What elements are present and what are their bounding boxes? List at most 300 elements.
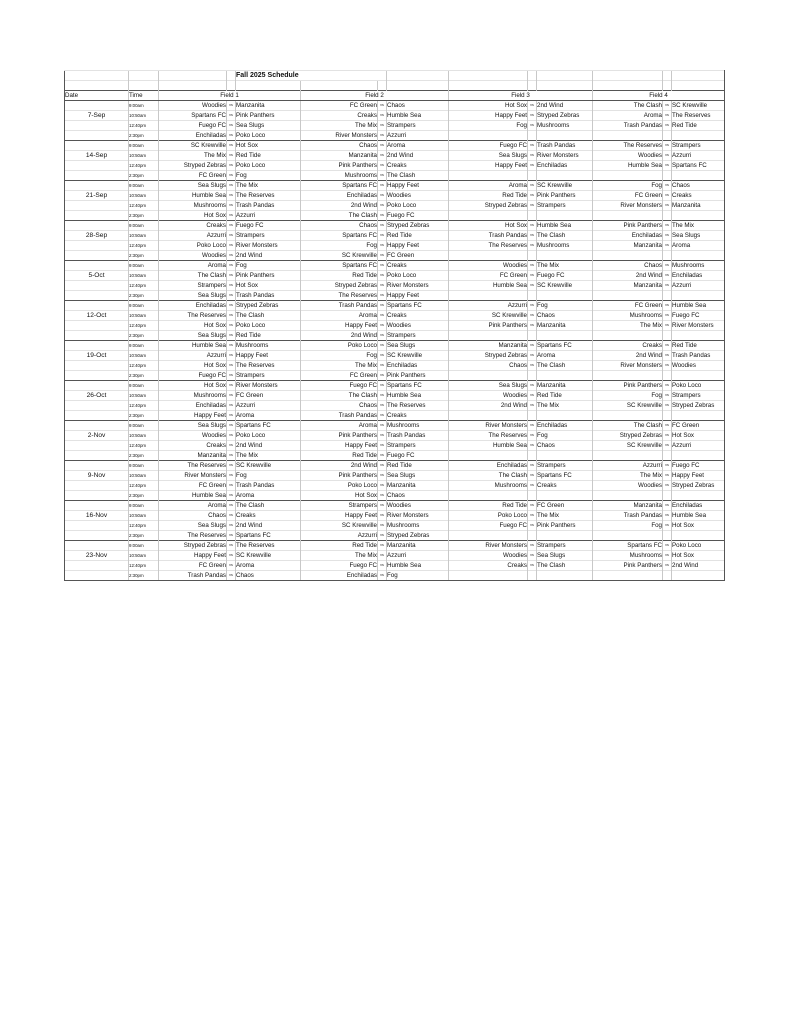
home-team: Fuego FC: [449, 521, 528, 531]
vs-label: vs: [378, 241, 387, 251]
away-team: Creaks: [236, 511, 301, 521]
away-team: Creaks: [672, 191, 725, 201]
home-team: Trash Pandas: [449, 231, 528, 241]
vs-label: [663, 291, 672, 301]
schedule-row: [65, 411, 725, 421]
home-team: Azzurri: [593, 461, 663, 471]
time-cell: 9:00am: [129, 101, 159, 111]
schedule-row: [65, 321, 725, 331]
date-cell: [65, 361, 129, 371]
home-team: Manzanita: [593, 241, 663, 251]
away-team: Stryped Zebras: [672, 401, 725, 411]
field-1-header: Field 1: [159, 91, 301, 101]
vs-label: vs: [227, 311, 236, 321]
vs-label: vs: [227, 461, 236, 471]
away-team: Pink Panthers: [537, 191, 593, 201]
vs-label: vs: [227, 441, 236, 451]
vs-label: vs: [378, 181, 387, 191]
home-team: Woodies: [449, 391, 528, 401]
vs-label: vs: [378, 111, 387, 121]
away-team: Trash Pandas: [672, 351, 725, 361]
date-cell: [65, 531, 129, 541]
away-team: Sea Slugs: [387, 471, 449, 481]
away-team: SC Krewville: [387, 351, 449, 361]
away-team: Sea Slugs: [672, 231, 725, 241]
vs-label: vs: [378, 371, 387, 381]
away-team: Azzurri: [672, 151, 725, 161]
time-cell: 9:00am: [129, 501, 159, 511]
vs-label: vs: [663, 461, 672, 471]
vs-label: [663, 491, 672, 501]
home-team: Fuego FC: [301, 561, 378, 571]
home-team: Hot Sox: [159, 381, 227, 391]
vs-label: vs: [227, 101, 236, 111]
away-team: Fog: [537, 301, 593, 311]
home-team: Chaos: [301, 401, 378, 411]
schedule-row: [65, 541, 725, 551]
away-team: Manzanita: [387, 541, 449, 551]
away-team: [672, 331, 725, 341]
home-team: Mushrooms: [593, 551, 663, 561]
home-team: [449, 411, 528, 421]
away-team: Humble Sea: [672, 511, 725, 521]
away-team: Mushrooms: [537, 241, 593, 251]
away-team: Manzanita: [236, 101, 301, 111]
home-team: The Reserves: [159, 311, 227, 321]
away-team: Manzanita: [537, 321, 593, 331]
time-cell: 12:40pm: [129, 281, 159, 291]
away-team: Azzurri: [387, 551, 449, 561]
away-team: [537, 131, 593, 141]
vs-label: vs: [227, 171, 236, 181]
schedule-row: [65, 491, 725, 501]
time-cell: 12:40pm: [129, 401, 159, 411]
away-team: Happy Feet: [387, 241, 449, 251]
time-cell: 12:40pm: [129, 441, 159, 451]
date-cell: 2-Nov: [65, 431, 129, 441]
vs-label: vs: [528, 111, 537, 121]
away-team: [672, 291, 725, 301]
home-team: Poko Loco: [449, 511, 528, 521]
schedule-row: [65, 111, 725, 121]
home-team: Enchiladas: [301, 571, 378, 581]
home-team: [449, 251, 528, 261]
vs-label: vs: [227, 551, 236, 561]
away-team: FC Green: [387, 251, 449, 261]
schedule-row: [65, 481, 725, 491]
away-team: Spartans FC: [537, 341, 593, 351]
schedule-row: [65, 241, 725, 251]
home-team: Mushrooms: [449, 481, 528, 491]
schedule-row: [65, 351, 725, 361]
away-team: [672, 411, 725, 421]
date-cell: [65, 221, 129, 231]
home-team: Spartans FC: [301, 181, 378, 191]
schedule-row: [65, 401, 725, 411]
away-team: Trash Pandas: [236, 201, 301, 211]
home-team: River Monsters: [593, 361, 663, 371]
vs-label: vs: [378, 101, 387, 111]
home-team: Chaos: [449, 361, 528, 371]
vs-label: vs: [663, 241, 672, 251]
home-team: Woodies: [449, 261, 528, 271]
away-team: River Monsters: [387, 511, 449, 521]
home-team: Fuego FC: [301, 381, 378, 391]
home-team: 2nd Wind: [593, 351, 663, 361]
vs-label: vs: [528, 321, 537, 331]
away-team: [672, 451, 725, 461]
away-team: Mushrooms: [387, 521, 449, 531]
schedule-row: [65, 521, 725, 531]
vs-label: vs: [227, 501, 236, 511]
home-team: FC Green: [301, 101, 378, 111]
home-team: Spartans FC: [301, 231, 378, 241]
vs-label: vs: [663, 301, 672, 311]
away-team: Red Tide: [387, 461, 449, 471]
home-team: The Reserves: [159, 531, 227, 541]
field-3-header: Field 3: [449, 91, 593, 101]
date-cell: [65, 261, 129, 271]
home-team: Aroma: [301, 311, 378, 321]
schedule-row: [65, 311, 725, 321]
vs-label: vs: [528, 561, 537, 571]
away-team: Aroma: [537, 351, 593, 361]
time-cell: 10:50am: [129, 351, 159, 361]
home-team: [449, 211, 528, 221]
vs-label: vs: [528, 361, 537, 371]
vs-label: vs: [528, 391, 537, 401]
vs-label: vs: [378, 151, 387, 161]
away-team: Mushrooms: [236, 341, 301, 351]
vs-label: vs: [227, 481, 236, 491]
vs-label: vs: [663, 351, 672, 361]
vs-label: vs: [378, 191, 387, 201]
away-team: Hot Sox: [672, 551, 725, 561]
vs-label: vs: [227, 221, 236, 231]
away-team: Mushrooms: [387, 421, 449, 431]
time-cell: 12:40pm: [129, 361, 159, 371]
away-team: Strampers: [537, 461, 593, 471]
away-team: Creaks: [387, 411, 449, 421]
away-team: Fuego FC: [387, 211, 449, 221]
vs-label: vs: [528, 281, 537, 291]
away-team: Sea Slugs: [537, 551, 593, 561]
home-team: FC Green: [159, 561, 227, 571]
vs-label: vs: [227, 141, 236, 151]
vs-label: vs: [227, 411, 236, 421]
home-team: Stryped Zebras: [593, 431, 663, 441]
home-team: Manzanita: [301, 151, 378, 161]
vs-label: vs: [378, 321, 387, 331]
vs-label: vs: [378, 521, 387, 531]
vs-label: vs: [378, 361, 387, 371]
time-cell: 12:40pm: [129, 481, 159, 491]
time-cell: 12:40pm: [129, 521, 159, 531]
vs-label: vs: [227, 471, 236, 481]
home-team: Fuego FC: [159, 371, 227, 381]
vs-label: vs: [227, 321, 236, 331]
home-team: Azzurri: [449, 301, 528, 311]
home-team: [593, 571, 663, 581]
home-team: [593, 331, 663, 341]
home-team: River Monsters: [301, 131, 378, 141]
home-team: SC Krewville: [593, 401, 663, 411]
vs-label: vs: [378, 491, 387, 501]
vs-label: vs: [663, 101, 672, 111]
vs-label: vs: [227, 541, 236, 551]
away-team: 2nd Wind: [236, 521, 301, 531]
vs-label: vs: [663, 111, 672, 121]
time-cell: 9:00am: [129, 341, 159, 351]
away-team: [537, 531, 593, 541]
away-team: Fuego FC: [672, 311, 725, 321]
time-cell: 2:30pm: [129, 291, 159, 301]
away-team: Sea Slugs: [236, 121, 301, 131]
vs-label: vs: [663, 231, 672, 241]
time-cell: 2:30pm: [129, 531, 159, 541]
home-team: [593, 371, 663, 381]
vs-label: vs: [227, 201, 236, 211]
time-cell: 2:30pm: [129, 371, 159, 381]
vs-label: vs: [528, 511, 537, 521]
schedule-row: [65, 441, 725, 451]
home-team: The Mix: [593, 471, 663, 481]
away-team: The Mix: [672, 221, 725, 231]
vs-label: [528, 371, 537, 381]
vs-label: vs: [378, 131, 387, 141]
away-team: The Clash: [537, 561, 593, 571]
home-team: Spartans FC: [593, 541, 663, 551]
vs-label: vs: [663, 501, 672, 511]
vs-label: vs: [528, 181, 537, 191]
schedule-row: [65, 281, 725, 291]
home-team: Fog: [593, 181, 663, 191]
home-team: Aroma: [301, 421, 378, 431]
vs-label: vs: [528, 231, 537, 241]
schedule-row: [65, 391, 725, 401]
away-team: [672, 131, 725, 141]
date-cell: [65, 451, 129, 461]
vs-label: vs: [227, 511, 236, 521]
page-title: Fall 2025 Schedule: [236, 71, 387, 81]
away-team: Azzurri: [236, 401, 301, 411]
vs-label: vs: [378, 311, 387, 321]
home-team: Happy Feet: [159, 551, 227, 561]
home-team: Aroma: [449, 181, 528, 191]
vs-label: [663, 571, 672, 581]
schedule-row: [65, 301, 725, 311]
home-team: [449, 491, 528, 501]
home-team: Aroma: [159, 261, 227, 271]
date-cell: [65, 241, 129, 251]
away-team: Happy Feet: [387, 291, 449, 301]
home-team: SC Krewville: [301, 521, 378, 531]
home-team: Hot Sox: [301, 491, 378, 501]
home-team: The Reserves: [159, 461, 227, 471]
date-cell: 26-Oct: [65, 391, 129, 401]
date-cell: [65, 141, 129, 151]
away-team: [537, 211, 593, 221]
away-team: River Monsters: [236, 381, 301, 391]
vs-label: vs: [663, 281, 672, 291]
vs-label: [663, 131, 672, 141]
schedule-row: [65, 191, 725, 201]
home-team: Stryped Zebras: [159, 541, 227, 551]
away-team: Fog: [236, 261, 301, 271]
home-team: Chaos: [159, 511, 227, 521]
home-team: The Reserves: [593, 141, 663, 151]
vs-label: vs: [663, 181, 672, 191]
home-team: [593, 531, 663, 541]
away-team: The Mix: [236, 181, 301, 191]
away-team: [672, 251, 725, 261]
home-team: Creaks: [593, 341, 663, 351]
time-cell: 2:30pm: [129, 451, 159, 461]
schedule-row: [65, 561, 725, 571]
away-team: Creaks: [387, 311, 449, 321]
home-team: Mushrooms: [159, 201, 227, 211]
home-team: FC Green: [449, 271, 528, 281]
home-team: [449, 131, 528, 141]
away-team: 2nd Wind: [236, 441, 301, 451]
away-team: Strampers: [537, 201, 593, 211]
vs-label: vs: [378, 381, 387, 391]
home-team: Pink Panthers: [449, 321, 528, 331]
vs-label: vs: [378, 331, 387, 341]
home-team: The Mix: [593, 321, 663, 331]
home-team: Manzanita: [593, 281, 663, 291]
date-cell: 21-Sep: [65, 191, 129, 201]
vs-label: vs: [663, 401, 672, 411]
home-team: Sea Slugs: [159, 421, 227, 431]
date-cell: [65, 301, 129, 311]
date-cell: [65, 441, 129, 451]
schedule-row: [65, 331, 725, 341]
time-cell: 2:30pm: [129, 331, 159, 341]
schedule-row: [65, 221, 725, 231]
time-cell: 2:30pm: [129, 211, 159, 221]
away-team: Creaks: [537, 481, 593, 491]
home-team: Trash Pandas: [593, 511, 663, 521]
away-team: Hot Sox: [672, 521, 725, 531]
home-team: FC Green: [159, 171, 227, 181]
time-cell: 10:50am: [129, 111, 159, 121]
time-cell: 10:50am: [129, 311, 159, 321]
home-team: Red Tide: [449, 191, 528, 201]
schedule-row: [65, 511, 725, 521]
home-team: The Clash: [449, 471, 528, 481]
home-team: Hot Sox: [449, 101, 528, 111]
date-cell: [65, 421, 129, 431]
away-team: Red Tide: [236, 151, 301, 161]
away-team: Chaos: [537, 441, 593, 451]
away-team: Happy Feet: [387, 181, 449, 191]
date-cell: 9-Nov: [65, 471, 129, 481]
away-team: Mushrooms: [672, 261, 725, 271]
away-team: [672, 491, 725, 501]
away-team: The Reserves: [236, 361, 301, 371]
away-team: SC Krewville: [236, 461, 301, 471]
away-team: Humble Sea: [387, 111, 449, 121]
vs-label: vs: [528, 271, 537, 281]
schedule-row: [65, 431, 725, 441]
away-team: The Clash: [236, 311, 301, 321]
away-team: Creaks: [387, 261, 449, 271]
away-team: The Mix: [236, 451, 301, 461]
vs-label: vs: [378, 501, 387, 511]
time-cell: 10:50am: [129, 191, 159, 201]
vs-label: vs: [663, 551, 672, 561]
vs-label: vs: [528, 501, 537, 511]
time-cell: 12:40pm: [129, 121, 159, 131]
vs-label: vs: [378, 421, 387, 431]
away-team: Enchiladas: [537, 161, 593, 171]
vs-label: vs: [528, 301, 537, 311]
home-team: Pink Panthers: [301, 161, 378, 171]
away-team: FC Green: [236, 391, 301, 401]
home-team: The Clash: [593, 421, 663, 431]
home-team: Manzanita: [593, 501, 663, 511]
away-team: Strampers: [387, 331, 449, 341]
schedule-row: [65, 141, 725, 151]
away-team: [672, 371, 725, 381]
home-team: Humble Sea: [159, 341, 227, 351]
away-team: Spartans FC: [387, 381, 449, 391]
vs-label: vs: [528, 351, 537, 361]
away-team: Creaks: [387, 161, 449, 171]
away-team: Azzurri: [236, 211, 301, 221]
away-team: Red Tide: [387, 231, 449, 241]
vs-label: vs: [227, 261, 236, 271]
vs-label: vs: [528, 541, 537, 551]
vs-label: vs: [378, 571, 387, 581]
vs-label: vs: [528, 551, 537, 561]
vs-label: vs: [663, 321, 672, 331]
date-cell: [65, 281, 129, 291]
vs-label: vs: [528, 261, 537, 271]
vs-label: vs: [378, 211, 387, 221]
away-team: Pink Panthers: [537, 521, 593, 531]
time-cell: 2:30pm: [129, 411, 159, 421]
away-team: Humble Sea: [387, 391, 449, 401]
home-team: [449, 531, 528, 541]
home-team: Creaks: [301, 111, 378, 121]
vs-label: vs: [528, 161, 537, 171]
away-team: Poko Loco: [236, 161, 301, 171]
home-team: Spartans FC: [301, 261, 378, 271]
vs-label: vs: [227, 241, 236, 251]
vs-label: vs: [378, 511, 387, 521]
home-team: Woodies: [159, 101, 227, 111]
vs-label: vs: [528, 481, 537, 491]
home-team: Stryped Zebras: [449, 351, 528, 361]
vs-label: vs: [663, 381, 672, 391]
date-cell: [65, 121, 129, 131]
away-team: FC Green: [537, 501, 593, 511]
vs-label: vs: [663, 221, 672, 231]
date-cell: [65, 131, 129, 141]
schedule-row: [65, 171, 725, 181]
schedule-row: [65, 251, 725, 261]
away-team: Manzanita: [672, 201, 725, 211]
home-team: Trash Pandas: [159, 571, 227, 581]
away-team: SC Krewville: [537, 281, 593, 291]
home-team: The Mix: [159, 151, 227, 161]
home-team: Aroma: [593, 111, 663, 121]
home-team: Mushrooms: [301, 171, 378, 181]
away-team: [537, 171, 593, 181]
away-team: Spartans FC: [537, 471, 593, 481]
